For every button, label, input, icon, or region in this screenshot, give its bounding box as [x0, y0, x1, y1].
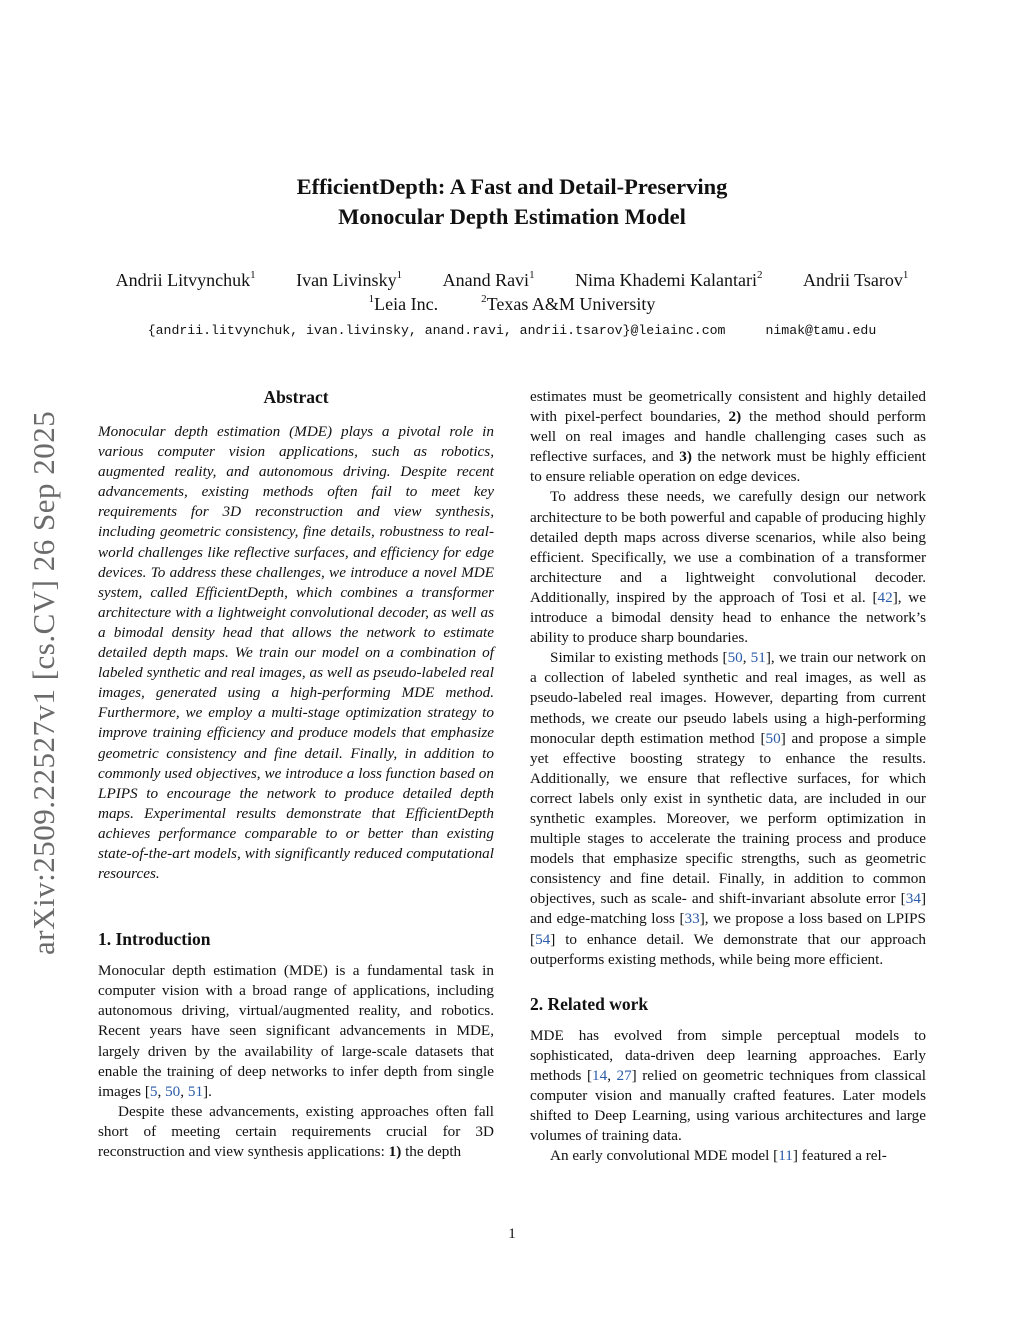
section-heading-introduction: 1. Introduction — [98, 929, 211, 950]
citation-link[interactable]: 27 — [616, 1066, 632, 1084]
citation-link[interactable]: 51 — [187, 1082, 204, 1100]
abstract-text: Monocular depth estimation (MDE) plays a pivotal role in various computer vision applications, such as robotics, augmented reality, and autonomous driving. Despite recent advancements, existing methods often fail to meet key requirements for 3D reconstruction and view synthesis, including geometric consistency, fine details, robustness to real-world challenges like reflective surfaces, and efficiency for edge devices. To address these challenges, we introduce a novel MDE system, called EfficientDepth, which combines a transformer architecture with a lightweight convolutional decoder, as well as a bimodal density head that allows the network to estimate detailed depth maps. We train our model on a combination of labeled synthetic and real images, as well as pseudo-labeled real images, generated using a high-performing MDE method. Furthermore, we employ a multi-stage optimization strategy to improve training efficiency and produce models that emphasize geometric consistency and fine detail. Finally, in addition to commonly used objectives, we introduce a loss function based on LPIPS to encourage the network to produce detailed depth maps. Experimental results demonstrate that EfficientDepth achieves performance comparable to or better than existing state-of-the-art models, with significantly reduced computational resources. — [98, 423, 494, 883]
email-tamu: nimak@tamu.edu — [765, 323, 877, 338]
author: Andrii Tsarov$^1$ — [803, 269, 909, 290]
email-leia: {andrii.litvynchuk, ivan.livinsky, anand.ravi, andrii.tsarov}@leiainc.com — [147, 323, 726, 338]
paragraph: estimates must be geometrically consistent and highly detailed with pixel-perfect boundaries, 2) the method should perform well on real images and handle challenging cases such as reflective surfaces, and 3) the network must be highly efficient to ensure reliable operation on edge devices. — [530, 388, 927, 486]
paragraph: Monocular depth estimation (MDE) is a fundamental task in computer vision with a broad range of applications, including autonomous driving, virtual/augmented reality, and robotics. Recent years have seen significant advancements in MDE, largely driven by the availability of large-scale datasets that enable the training of deep networks to infer depth from single images [5, 50, 51]. — [98, 962, 494, 1100]
right-column — [530, 387, 926, 1166]
citation-link[interactable]: 50 — [765, 729, 781, 747]
citation-link[interactable]: 11 — [778, 1147, 793, 1165]
author: Ivan Livinsky$^1$ — [296, 269, 403, 290]
citation-link[interactable]: 42 — [877, 588, 893, 606]
paragraph: An early convolutional MDE model [11] featured a rel- — [550, 1147, 887, 1165]
citation-link[interactable]: 33 — [684, 910, 700, 928]
arxiv-stamp: arXiv:2509.22527v1 [cs.CV] 26 Sep 2025 — [26, 410, 61, 955]
paragraph: Similar to existing methods [50, 51], we train our network on a collection of labeled synthetic and real images, as well as pseudo-labeled real images. However, departing from current methods, we create our pseudo labels using a high-performing monocular depth estimation method [50] and propose a simple yet effective boosting strategy to enhance the results. Additionally, we ensure that reflective surfaces, for which correct labels only exist in synthetic data, are included in our synthetic examples. Moreover, we perform optimization in multiple stages to accelerate the training process and produce models that emphasize specific strengths, such as geometric consistency and fine detail. Finally, in addition to common objectives, such as scale- and shift-invariant absolute error [34] and edge-matching loss [33], we propose a loss based on LPIPS [54] to enhance detail. We demonstrate that our approach outperforms existing methods, while being more efficient. — [530, 649, 927, 968]
affiliation: $^2$Texas A&M University — [481, 293, 656, 314]
section-heading-related-work: 2. Related work — [530, 993, 649, 1014]
abstract-heading: Abstract — [263, 387, 329, 407]
citation-link[interactable]: 51 — [750, 649, 766, 667]
author: Anand Ravi$^1$ — [442, 269, 535, 290]
paper-title — [0, 172, 1024, 232]
email-line — [0, 322, 1024, 340]
author-list — [0, 268, 1024, 292]
page-number: 1 — [508, 1226, 516, 1242]
paragraph: To address these needs, we carefully design our network architecture to be both powerful and capable of producing highly detailed depth maps across diverse scenarios, while also being efficient. Specifically, we use a combination of a transformer architecture and a lightweight convolutional decoder. Additionally, inspired by the approach of Tosi et al. [42], we introduce a bimodal density head to enhance the network’s ability to produce sharp boundaries. — [530, 488, 926, 647]
citation-link[interactable]: 54 — [535, 930, 551, 948]
affiliations — [0, 292, 1024, 316]
citation-link[interactable]: 5 — [149, 1082, 158, 1100]
paragraph: Despite these advancements, existing approaches often fall short of meeting certain requirements crucial for 3D reconstruction and view synthesis applications: 1) the depth — [98, 1102, 494, 1160]
left-column — [98, 385, 494, 1162]
author-block — [0, 268, 1024, 316]
title-line-1: EfficientDepth: A Fast and Detail-Preserving — [296, 174, 728, 199]
author: Andrii Litvynchuk$^1$ — [115, 269, 256, 290]
paragraph: MDE has evolved from simple perceptual models to sophisticated, data-driven deep learning approaches. Early methods [14, 27] relied on geometric techniques from classical computer vision and manually crafted features. Later models shifted to Deep Learning, using various architectures and large volumes of training data. — [530, 1026, 927, 1145]
citation-link[interactable]: 50 — [165, 1082, 181, 1100]
citation-link[interactable]: 14 — [592, 1066, 608, 1084]
citation-link[interactable]: 34 — [905, 890, 921, 908]
affiliation: $^1$Leia Inc. — [368, 293, 439, 314]
author: Nima Khademi Kalantari$^2$ — [575, 269, 763, 290]
title-line-2: Monocular Depth Estimation Model — [338, 204, 686, 229]
citation-link[interactable]: 50 — [727, 649, 743, 667]
